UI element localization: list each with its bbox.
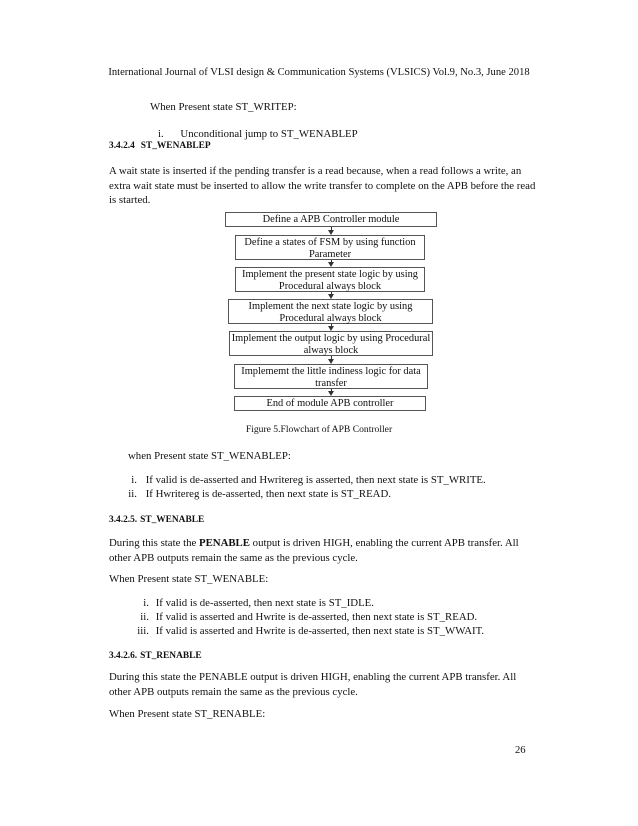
- renable-paragraph: During this state the PENABLE output is driven HIGH, enabling the current APB transfer. All other APB outputs remain the same as the previous cycle.: [109, 671, 517, 698]
- list-text: If valid is asserted and Hwrite is de-asserted, then next state is ST_WWAIT.: [155, 625, 485, 637]
- wenablep-cond-intro: when Present state ST_WENABLEP:: [128, 450, 291, 462]
- flowchart-step-3: Implement the present state logic by using Procedural always block: [235, 267, 425, 292]
- wenable-paragraph: [109, 536, 537, 565]
- paragraph-text: output is driven HIGH, enabling the current APB transfer. All other APB outputs remain the same as the previous cycle.: [109, 537, 519, 564]
- list-marker: i.: [143, 597, 149, 609]
- list-text: If valid is de-asserted, then next state is ST_IDLE.: [155, 597, 374, 609]
- section-title: ST_WENABLE: [140, 515, 205, 525]
- wenable-intro: When Present state ST_WENABLE:: [109, 573, 269, 585]
- flowchart-step-5: Implement the output logic by using Procedural always block: [229, 331, 433, 356]
- wenable-item-2: [133, 611, 477, 623]
- flowchart-step-1: Define a APB Controller module: [225, 212, 437, 227]
- list-text: If Hwritereg is de-asserted, then next state is ST_READ.: [145, 488, 391, 500]
- section-number: 3.4.2.4: [109, 141, 135, 151]
- wenablep-paragraph: A wait state is inserted if the pending transfer is a read because, when a read follows a write, an extra wait state must be inserted to allow the write transfer to complete on the APB before the read is started.: [109, 165, 536, 206]
- wenable-item-1: [133, 597, 374, 609]
- list-marker: iii.: [137, 625, 149, 637]
- section-number: 3.4.2.6.: [109, 651, 138, 661]
- wenable-item-3: [133, 625, 484, 637]
- section-title: ST_WENABLEP: [140, 141, 211, 151]
- section-heading-wenable: [109, 515, 204, 525]
- section-heading-wenablep: [109, 141, 211, 151]
- list-marker: ii.: [128, 488, 137, 500]
- flowchart-step-2: Define a states of FSM by using function Parameter: [235, 235, 425, 260]
- section-title: ST_RENABLE: [140, 651, 202, 661]
- writep-item-text: Unconditional jump to ST_WENABLEP: [180, 128, 358, 140]
- list-text: If valid is de-asserted and Hwritereg is asserted, then next state is ST_WRITE.: [145, 474, 486, 486]
- section-heading-renable: [109, 651, 202, 661]
- flowchart-step-6: Implememt the little indiness logic for data transfer: [234, 364, 428, 389]
- writep-item-marker: i.: [158, 128, 164, 140]
- wenablep-cond-item-1: [123, 474, 486, 486]
- list-text: If valid is asserted and Hwrite is de-asserted, then next state is ST_READ.: [155, 611, 478, 623]
- flowchart-step-4: Implement the next state logic by using Procedural always block: [228, 299, 433, 324]
- wenablep-cond-item-2: [123, 488, 391, 500]
- figure-caption: Figure 5.Flowchart of APB Controller: [245, 424, 393, 435]
- writep-item-1: [158, 127, 358, 141]
- journal-header: International Journal of VLSI design & Communication Systems (VLSICS) Vol.9, No.3, June 2018: [108, 67, 530, 78]
- section-number: 3.4.2.5.: [109, 515, 138, 525]
- paragraph-bold: PENABLE: [198, 537, 250, 549]
- writep-intro: When Present state ST_WRITEP:: [150, 101, 297, 113]
- page-number: 26: [515, 745, 526, 756]
- flowchart: [0, 212, 638, 412]
- renable-intro: When Present state ST_RENABLE:: [109, 708, 266, 720]
- list-marker: ii.: [140, 611, 149, 623]
- list-marker: i.: [131, 474, 137, 486]
- paragraph-text: During this state the: [109, 537, 199, 549]
- flowchart-step-7: End of module APB controller: [234, 396, 426, 411]
